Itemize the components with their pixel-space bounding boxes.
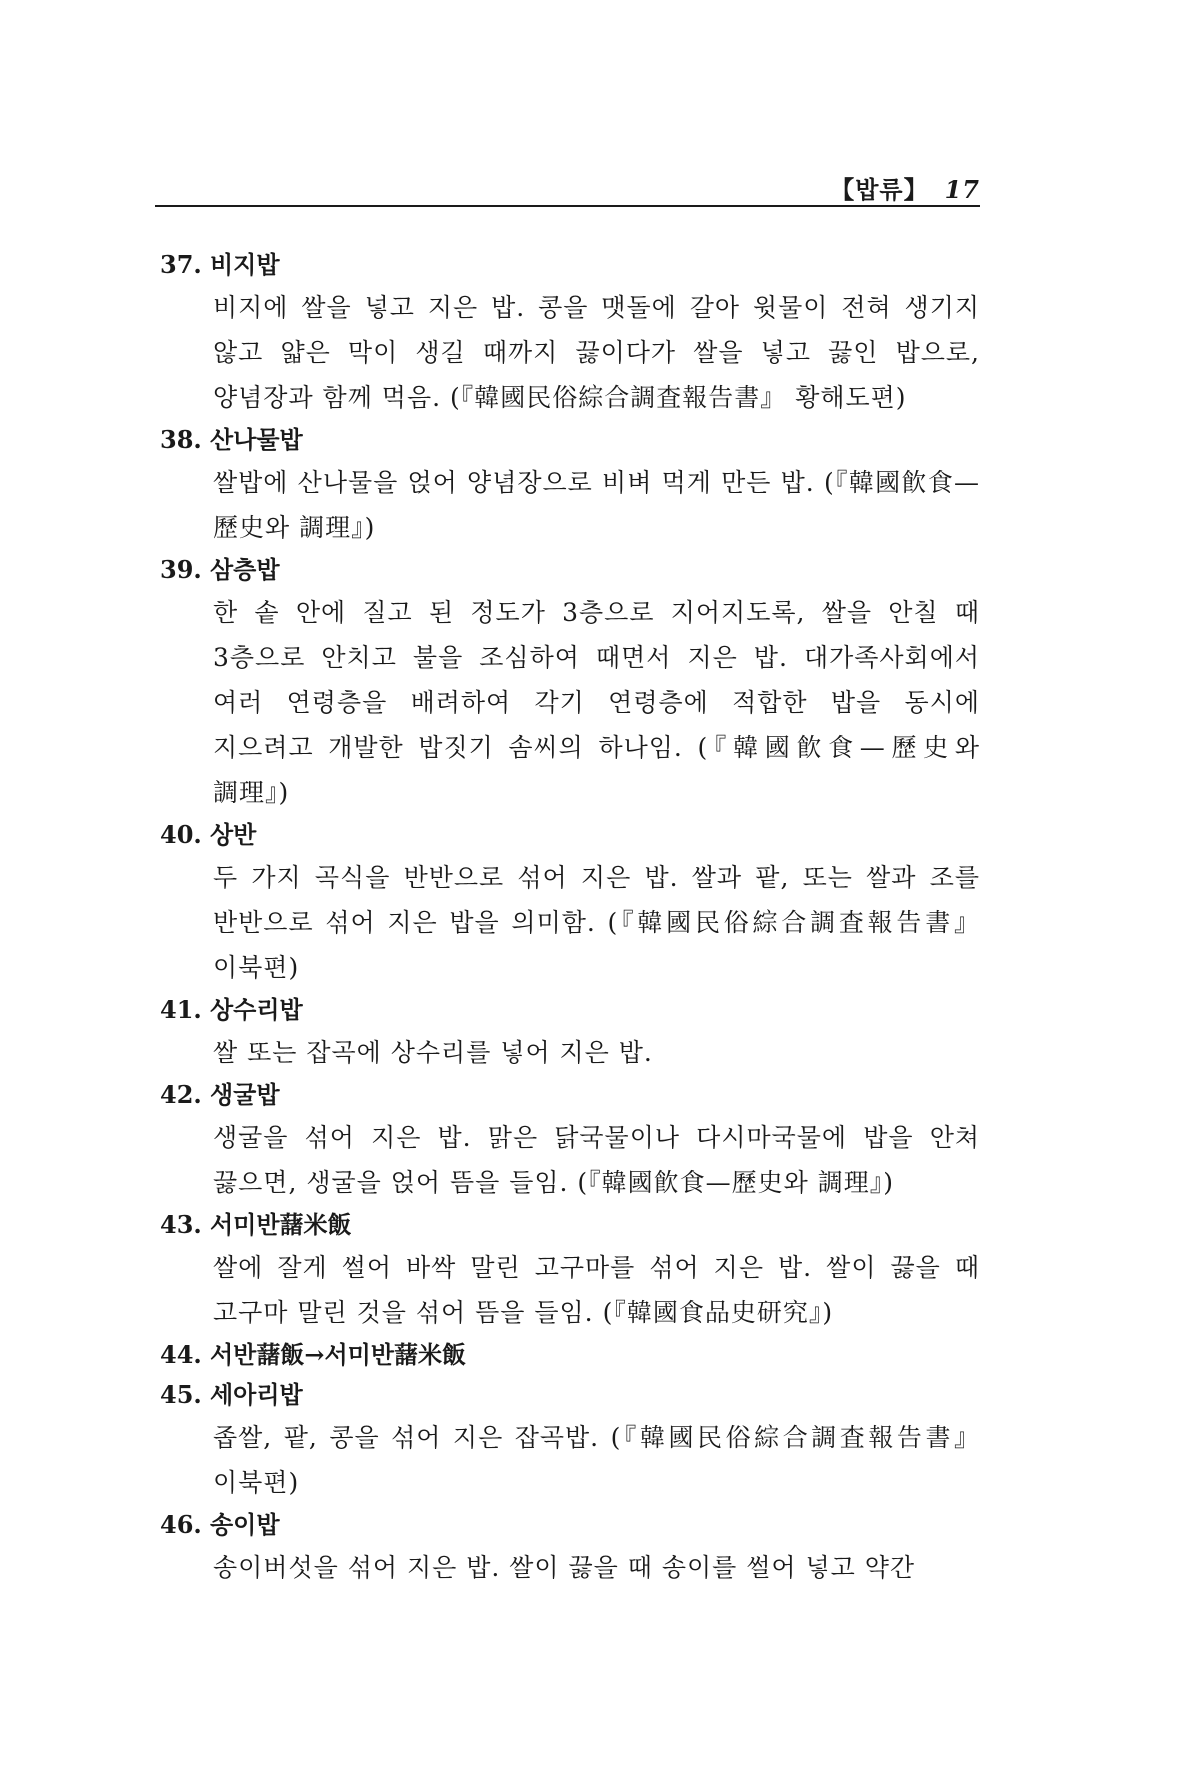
entry-number: 37. [160,250,202,279]
entry-title: 산나물밥 [210,425,303,454]
entry-title: 서반藷飯→서미반藷米飯 [210,1340,467,1369]
entry-heading [160,550,980,590]
entry-number: 45. [160,1380,202,1409]
entry-heading [160,815,980,855]
entry-heading [160,1375,980,1415]
entry-42 [160,1075,980,1205]
entry-title: 세아리밥 [210,1380,303,1409]
entry-46 [160,1505,980,1590]
entry-description: 한 솥 안에 질고 된 정도가 3층으로 지어지도록, 쌀을 안칠 때 3층으로 안치고 불을 조심하여 때면서 지은 밥. 대가족사회에서 여러 연령층을 배려하여 각기 연령층에 적합한 밥을 동시에 지으려고 개발한 밥짓기 솜씨의 하나임. (『韓國飮食—歷史와 調理』) [213,598,980,807]
entry-heading [160,990,980,1030]
section-title: 【밥류】 [830,175,929,204]
entry-description: 쌀 또는 잡곡에 상수리를 넣어 지은 밥. [213,1038,653,1067]
entry-40 [160,815,980,990]
entry-41 [160,990,980,1075]
entry-heading [160,1075,980,1115]
entry-number: 43. [160,1210,202,1239]
page-number: 17 [944,175,980,204]
entry-description: 쌀에 잘게 썰어 바싹 말린 고구마를 섞어 지은 밥. 쌀이 끓을 때 고구마 말린 것을 섞어 뜸을 들임. (『韓國食品史研究』) [213,1253,980,1327]
entry-44 [160,1335,980,1375]
entry-description: 쌀밥에 산나물을 얹어 양념장으로 비벼 먹게 만든 밥. (『韓國飮食—歷史와 調理』) [213,468,980,542]
entry-title: 상수리밥 [210,995,303,1024]
entry-number: 44. [160,1340,202,1369]
entry-description: 두 가지 곡식을 반반으로 섞어 지은 밥. 쌀과 팥, 또는 쌀과 조를 반반으로 섞어 지은 밥을 의미함. (『韓國民俗綜合調査報告書』 이북편) [213,863,980,982]
entry-39 [160,550,980,815]
entry-title: 상반 [210,820,257,849]
entry-title: 비지밥 [210,250,280,279]
entry-list [160,245,980,1590]
entry-title: 송이밥 [210,1510,280,1539]
entry-number: 40. [160,820,202,849]
entry-heading [160,1205,980,1245]
entry-description: 송이버섯을 섞어 지은 밥. 쌀이 끓을 때 송이를 썰어 넣고 약간 [213,1553,916,1582]
entry-number: 38. [160,425,202,454]
entry-description: 생굴을 섞어 지은 밥. 맑은 닭국물이나 다시마국물에 밥을 안쳐 끓으면, 생굴을 얹어 뜸을 들임. (『韓國飮食—歷史와 調理』) [213,1123,980,1197]
running-header [155,170,980,210]
entry-description: 비지에 쌀을 넣고 지은 밥. 콩을 맷돌에 갈아 윗물이 전혀 생기지 않고 얇은 막이 생길 때까지 끓이다가 쌀을 넣고 끓인 밥으로, 양념장과 함께 먹음. (『韓國民俗綜合調査報告書』 황해도편) [213,293,980,412]
entry-45 [160,1375,980,1505]
entry-number: 41. [160,995,202,1024]
entry-43 [160,1205,980,1335]
entry-title: 생굴밥 [210,1080,280,1109]
entry-heading [160,1505,980,1545]
entry-number: 46. [160,1510,202,1539]
entry-description: 좁쌀, 팥, 콩을 섞어 지은 잡곡밥. (『韓國民俗綜合調査報告書』 이북편) [213,1423,980,1497]
entry-number: 39. [160,555,202,584]
entry-title: 삼층밥 [210,555,280,584]
header-rule [155,205,980,207]
entry-38 [160,420,980,550]
entry-heading [160,420,980,460]
entry-heading [160,245,980,285]
entry-37 [160,245,980,420]
entry-number: 42. [160,1080,202,1109]
entry-title: 서미반藷米飯 [210,1210,352,1239]
entry-heading [160,1335,980,1375]
